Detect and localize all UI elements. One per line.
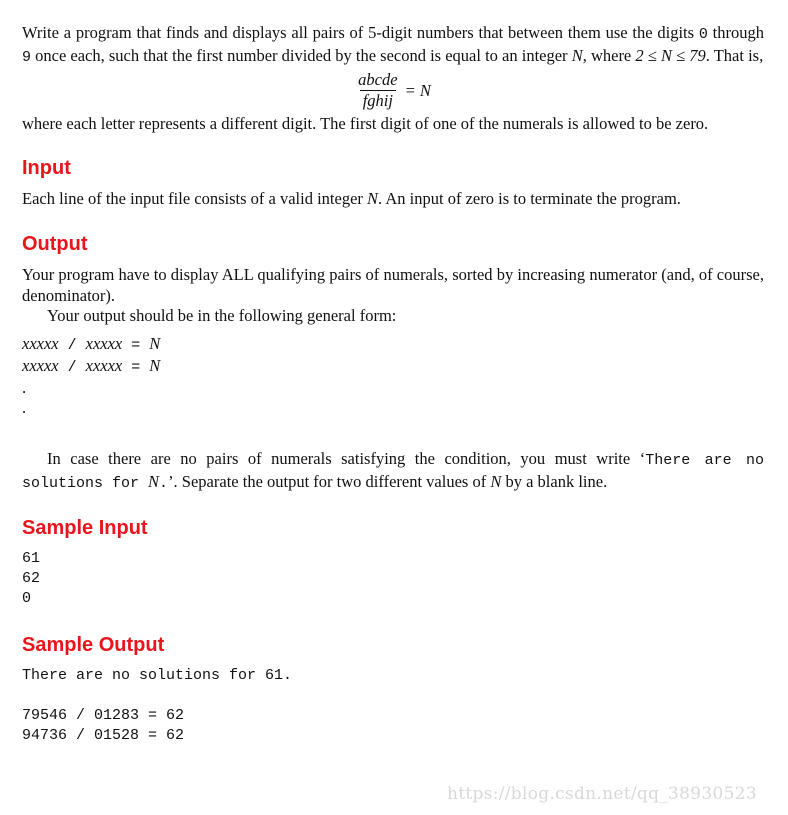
no-solution-code-period: . <box>159 475 169 492</box>
input-text: . An input of zero is to terminate the program. <box>378 189 681 208</box>
output-description: Your program have to display ALL qualifying pairs of numerals, sorted by increasing numerator (and, of course, denominator). <box>22 265 764 305</box>
math-var-n: N <box>490 472 502 491</box>
fraction-numerator: abcde <box>358 70 398 89</box>
math-var-n: N <box>571 46 583 65</box>
math-var-n: N <box>367 189 379 208</box>
form-slash: / <box>58 359 86 376</box>
fraction-denominator: fghij <box>360 90 396 111</box>
note-text: In case there are no pairs of numerals satisfying the condition, you must write ‘ <box>47 449 646 468</box>
intro-text: . That is, <box>705 46 764 65</box>
constraint-expression: 2 ≤ N ≤ 79 <box>635 46 706 65</box>
sample-output-line: 94736 / 01528 = 62 <box>22 727 185 744</box>
fraction-equals-n: = N <box>404 81 431 100</box>
sample-input-line: 0 <box>22 590 32 607</box>
form-n: N <box>149 334 161 353</box>
form-line <box>22 334 764 356</box>
intro-paragraph <box>22 22 764 68</box>
general-form <box>22 334 764 418</box>
form-n: N <box>149 356 161 375</box>
intro-text: Write a program that finds and displays all pairs of 5-digit numbers that between them use the digits <box>22 23 699 42</box>
sample-input-block <box>22 549 764 609</box>
sample-input-heading: Sample Input <box>22 517 148 539</box>
math-var-n: N <box>148 472 160 491</box>
fraction-formula <box>22 69 764 115</box>
sample-output-line: There are no solutions for 61. <box>22 667 293 684</box>
no-solution-code: There are no solutions for <box>22 452 764 492</box>
form-placeholder: xxxxx <box>85 356 123 375</box>
sample-output-block <box>22 666 764 746</box>
ellipsis-dot: . <box>22 398 27 417</box>
sample-input-line: 62 <box>22 570 41 587</box>
form-placeholder: xxxxx <box>22 356 59 375</box>
problem-statement <box>22 22 764 746</box>
form-slash: / <box>58 337 86 354</box>
form-placeholder: xxxxx <box>85 334 123 353</box>
input-heading: Input <box>22 157 71 179</box>
intro-text: , where <box>582 46 636 65</box>
digit-nine: 9 <box>22 49 32 66</box>
intro-text: once each, such that the first number divided by the second is equal to an integer <box>31 46 572 65</box>
form-placeholder: xxxxx <box>22 334 59 353</box>
sample-input-line: 61 <box>22 550 41 567</box>
sample-output-line <box>22 686 764 706</box>
note-text: ’. Separate the output for two different values of <box>168 472 491 491</box>
watermark-url: https://blog.csdn.net/qq_38930523 <box>447 784 757 804</box>
note-text: by a blank line. <box>501 472 608 491</box>
input-description <box>22 188 764 209</box>
digit-zero: 0 <box>698 26 708 43</box>
sample-output-heading: Sample Output <box>22 634 165 656</box>
form-equals: = <box>122 337 150 354</box>
intro-paragraph-2: where each letter represents a different digit. The first digit of one of the numerals is allowed to be zero. <box>22 114 709 133</box>
ellipsis-dot: . <box>22 378 27 397</box>
no-solution-note <box>22 448 764 494</box>
sample-output-line: 79546 / 01283 = 62 <box>22 707 185 724</box>
form-line <box>22 356 764 378</box>
output-form-intro: Your output should be in the following general form: <box>47 306 397 325</box>
intro-text: through <box>707 23 764 42</box>
input-text: Each line of the input file consists of a valid integer <box>22 189 368 208</box>
output-heading: Output <box>22 233 88 255</box>
form-equals: = <box>122 359 150 376</box>
